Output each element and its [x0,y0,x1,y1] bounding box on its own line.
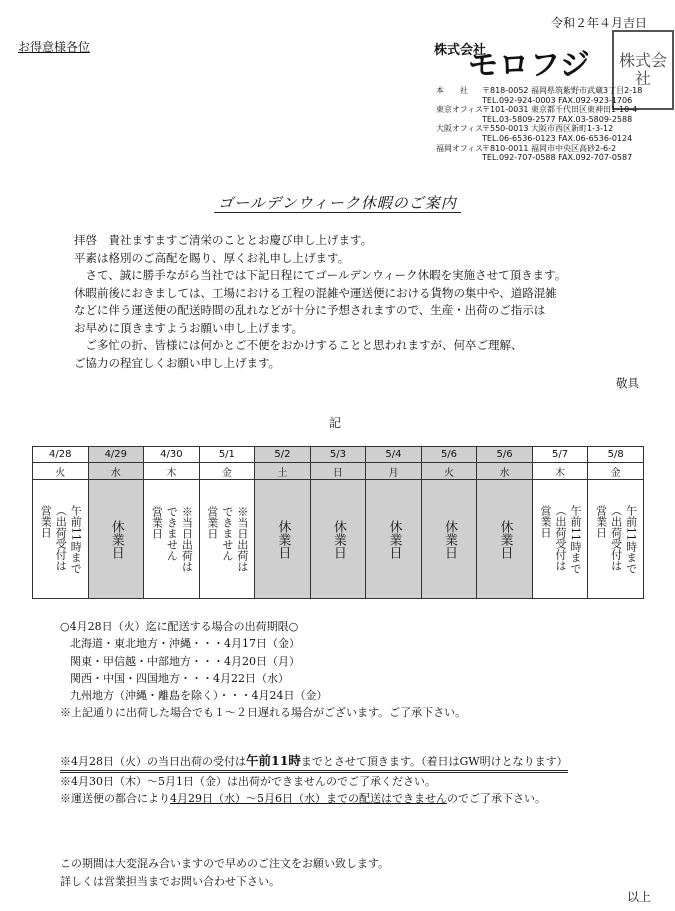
schedule-status-text: 午前11時まで [624,504,638,574]
schedule-status-text: 営業日 [205,506,219,539]
deadline-note: ※上記通りに出荷した場合でも１〜２日遅れる場合がございます。ご了承下さい。 [60,706,467,720]
closing-line-1: この期間は大変混み合いますので早めのご注文をお願い致します。 [60,857,390,870]
schedule-status-text: 休業日 [275,519,291,559]
schedule-holiday-cell [88,480,144,599]
office-address: 〒101-0031 東京都千代田区東神田1-10-4 [482,105,638,115]
schedule-day-cell: 月 [366,463,422,480]
office-row [436,105,642,115]
schedule-status-text: 午前11時まで [569,504,583,574]
schedule-business-cell [144,480,200,599]
note-same-day [60,752,568,773]
office-label-spacer [436,96,482,106]
office-phone: TEL.092-707-0588 FAX.092-707-0587 [482,153,633,163]
schedule-date-cell: 4/30 [144,447,200,463]
office-row [436,86,642,96]
note-delivery [60,790,568,807]
schedule-status-text: 営業日 [594,504,608,538]
office-phone: TEL.06-6536-0123 FAX.06-6536-0124 [482,133,633,143]
schedule-table [32,446,644,599]
schedule-status-text: 休業日 [441,519,457,559]
schedule-day-cell: 火 [421,463,477,480]
office-label: 東京オフィス [436,105,484,115]
note-delivery-period: 4月29日（水）〜5月6日（水）までの配送はできません [170,792,447,805]
office-label: 本 社 [436,86,468,95]
schedule-status-text: 休業日 [330,519,346,559]
office-phone-row [436,115,642,125]
office-label-spacer [436,153,482,163]
office-address: 〒810-0011 福岡市中央区高砂2-6-2 [482,143,617,153]
schedule-date-cell: 5/6 [477,447,533,463]
deadline-region: 関西・中国・四国地方・・・4月22日（水） [70,671,289,685]
schedule-status-text: （出荷受付は [609,504,623,571]
schedule-status-text: 休業日 [108,519,124,559]
page-title [0,192,675,213]
note-no-shipping: ※4月30日（木）〜5月1日（金）は出荷ができませんのでご了承ください。 [60,775,436,788]
schedule-status-text: 休業日 [386,519,402,559]
recipient: お得意様各位 [18,40,91,54]
ijo: 以上 [626,890,651,904]
schedule-day-cell: 金 [588,463,644,480]
deadline-region: 関東・甲信越・中部地方・・・4月20日（月） [70,654,300,668]
office-phone-row [436,153,642,163]
schedule-status-text: 営業日 [150,506,164,539]
schedule-status-text: （出荷受付は [554,504,568,571]
schedule-holiday-cell [310,480,366,599]
note-delivery-post: のでご了承下さい。 [447,792,546,805]
body-line: 平素は格別のご高配を賜り、厚くお礼申し上げます。 [74,250,350,265]
notes [60,752,568,807]
note-delivery-pre: ※運送便の都合により [60,792,170,805]
body-line: 拝啓 貴社ますますご清栄のこととお慶び申し上げます。 [74,233,373,247]
schedule-day-cell: 金 [199,463,255,480]
office-phone-row [436,96,642,106]
schedule-status-text: 休業日 [497,519,513,559]
schedule-status-text: 営業日 [539,504,553,538]
deadline-region: 北海道・東北地方・沖縄・・・4月17日（金） [70,637,300,651]
schedule-day-cell: 水 [477,463,533,480]
schedule-date-cell: 5/7 [532,447,588,463]
schedule-date-cell: 5/8 [588,447,644,463]
schedule-date-cell: 5/1 [199,447,255,463]
schedule-business-cell [532,480,588,599]
office-row [436,124,642,134]
body-line: ご多忙の折、皆様には何かとご不便をおかけすることと思われますが、何卒ご理解、 [74,338,523,352]
schedule-status-text: 午前11時まで [69,504,83,574]
closing-line-2: 詳しくは営業担当までお問い合わせ下さい。 [60,875,280,888]
schedule-date-cell: 5/2 [255,447,311,463]
body-line: 休暇前後におきましては、工場における工程の混雑や運送便における貨物の集中や、道路混雑 [74,285,557,300]
body-line: さて、誠に勝手ながら当社では下記日程にてゴールデンウィーク休暇を実施させて頂きます。 [74,268,567,282]
logo-brand: モロフジ [468,48,591,83]
deadline-heading: ○4月28日（火）迄に配送する場合の出荷期限○ [60,620,299,633]
office-address: 〒550-0013 大阪市西区新町1-3-12 [482,124,614,134]
note-same-day-post: までとさせて頂きます。（着日はGW明けとなります） [300,755,568,768]
office-row [436,144,642,154]
schedule-day-cell: 木 [144,463,200,480]
schedule-day-cell: 日 [310,463,366,480]
body-line: ご協力の程宜しくお願い申し上げます。 [74,355,281,370]
schedule-date-cell: 5/3 [310,447,366,463]
schedule-day-cell: 火 [33,463,89,480]
schedule-business-cell [199,480,255,599]
body-line: お早めに頂きますようお願い申し上げます。 [74,320,304,335]
schedule-date-cell: 5/4 [366,447,422,463]
office-label: 大阪オフィス [436,124,484,134]
logo-kabushiki: 株式会社 [434,43,487,58]
schedule-date-cell: 4/29 [88,447,144,463]
schedule-date-cell: 5/6 [421,447,477,463]
schedule-status-text: 営業日 [39,504,53,538]
schedule-business-cell [33,480,89,599]
schedule-status-text: ※当日出荷は [180,506,194,572]
schedule-status-text: できません [165,506,179,561]
schedule-status-text: （出荷受付は [54,504,68,571]
schedule-holiday-cell [477,480,533,599]
schedule-business-cell [588,480,644,599]
schedule-holiday-cell [366,480,422,599]
note-same-day-pre: ※4月28日（火）の当日出荷の受付は [60,755,246,768]
office-phone: TEL.03-5809-2577 FAX.03-5809-2588 [482,114,633,124]
closing-text [60,855,389,891]
office-label-spacer [436,134,482,144]
schedule-holiday-cell [255,480,311,599]
schedule-day-cell: 木 [532,463,588,480]
company-seal: 株式会社 [612,30,674,110]
office-addresses [436,86,642,163]
office-address: 〒818-0052 福岡県筑紫野市武蔵3丁目2-18 [482,86,643,95]
office-label-spacer [436,115,482,125]
shipping-deadlines [60,618,466,722]
schedule-status-text: ※当日出荷は [235,506,249,572]
title-text: ゴールデンウィーク休暇のご案内 [214,194,461,213]
schedule-date-cell: 4/28 [33,447,89,463]
document-date: 令和２年４月吉日 [550,16,647,30]
office-label: 福岡オフィス [436,143,484,153]
keigu: 敬具 [616,376,639,390]
deadline-region: 九州地方（沖縄・離島を除く）・・・4月24日（金） [70,689,328,703]
schedule-status-text: できません [220,506,234,561]
ki-heading: 記 [329,416,342,430]
schedule-day-cell: 土 [255,463,311,480]
note-same-day-time: 午前11時 [246,753,301,768]
schedule-day-cell: 水 [88,463,144,480]
office-phone: TEL.092-924-0003 FAX.092-923-1706 [482,95,633,105]
letter-body [74,232,566,372]
body-line: などに伴う運送便の配送時間の乱れなどが十分に予想されますので、生産・出荷のご指示は [74,303,546,317]
schedule-holiday-cell [421,480,477,599]
office-phone-row [436,134,642,144]
